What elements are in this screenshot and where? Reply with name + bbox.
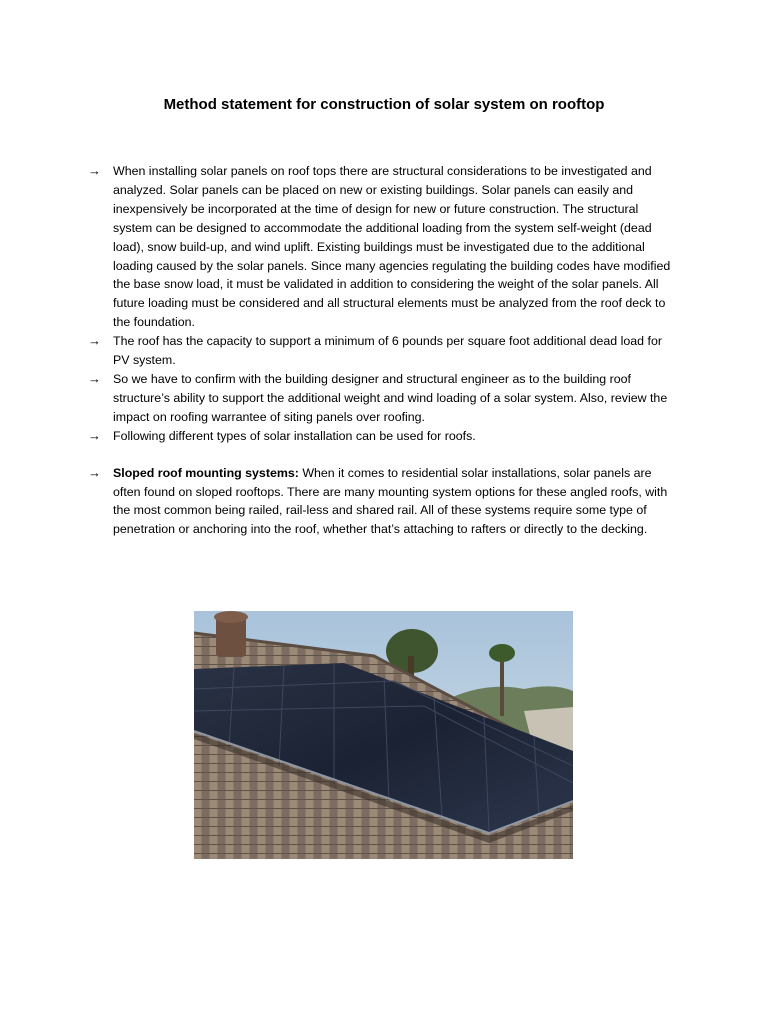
page-title: Method statement for construction of solar system on rooftop	[163, 96, 605, 113]
bullet-text: The roof has the capacity to support a minimum of 6 pounds per square foot additional dead load for PV system.	[113, 334, 662, 368]
bullet-lead: Sloped roof mounting systems:	[113, 465, 299, 480]
bullet-item	[88, 464, 678, 540]
bullet-text: When it comes to residential solar installations, solar panels are often found on sloped rooftops. There are many mounting system options for these angled roofs, with the most common being railed, rail-less and shared rail. All of these systems require some type of penetration or anchoring into the roof, whether that’s attaching to rafters or directly to the decking.	[113, 465, 668, 537]
bullet-text: When installing solar panels on roof tops there are structural considerations to be investigated and analyzed. Solar panels can be placed on new or existing buildings. Solar panels can easily and inexpensively be incorporated at the time of design for new or future construction. The structural system can be designed to accommodate the additional loading from the system self-weight (dead load), snow build-up, and wind uplift. Existing buildings must be investigated due to the additional loading caused by the solar panels. Since many agencies regulating the building codes have modified the base snow load, it must be validated in addition to considering the weight of the solar panels. All future loading must be considered and all structural elements must be analyzed from the roof deck to the foundation.	[113, 164, 671, 330]
arrow-right-icon: →	[88, 163, 101, 178]
bullet-item	[88, 427, 678, 446]
bullet-item	[88, 162, 678, 332]
bullet-text: So we have to confirm with the building designer and structural engineer as to the building roof structure’s ability to support the additional weight and wind loading of a solar system. Also, review the impact on roofing warrantee of siting panels over roofing.	[113, 371, 668, 424]
bullet-text: Following different types of solar installation can be used for roofs.	[113, 428, 476, 443]
arrow-right-icon: →	[88, 370, 101, 386]
arrow-right-icon: →	[88, 427, 101, 443]
bullet-list	[88, 162, 678, 539]
bullet-item	[88, 332, 678, 370]
solar-roof-photo	[194, 611, 573, 859]
bullet-item	[88, 370, 678, 427]
arrow-right-icon: →	[88, 333, 101, 349]
arrow-right-icon: →	[88, 464, 101, 480]
